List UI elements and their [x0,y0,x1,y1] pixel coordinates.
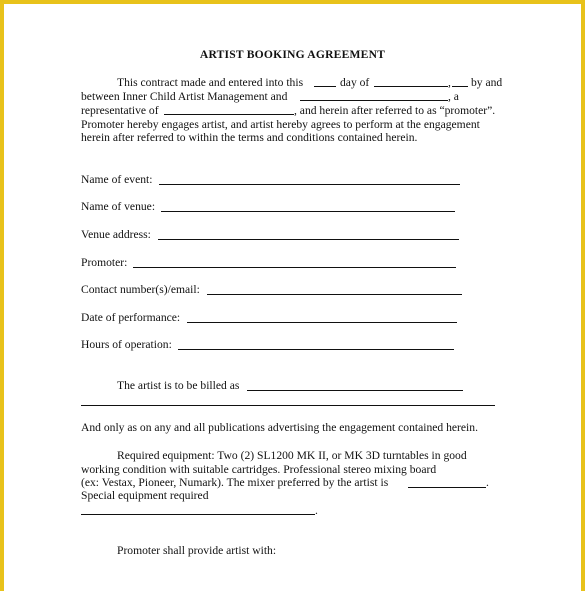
equipment-text: Required equipment: Two (2) SL1200 MK II, or MK 3D turntables in good [117,449,467,462]
year-blank[interactable] [452,86,468,87]
field-label-venue-address: Venue address: [81,228,151,241]
preferred-mixer-field[interactable] [408,487,486,488]
intro-text: , a [448,90,459,103]
intro-text: , and herein after referred to as “promoter”. [294,104,496,117]
intro-text: by and [471,76,503,89]
day-blank[interactable] [314,86,336,87]
intro-text: between Inner Child Artist Management and [81,90,288,103]
intro-text: herein after referred to within the terms and conditions contained herein. [81,131,418,144]
name-of-event-field[interactable] [159,184,460,185]
name-of-venue-field[interactable] [161,211,455,212]
field-label-promoter: Promoter: [81,256,128,269]
representative-blank[interactable] [164,114,294,115]
document-page [4,4,581,591]
intro-text: This contract made and entered into this [117,76,304,89]
billed-as-label: The artist is to be billed as [117,379,240,392]
intro-text: representative of [81,104,159,117]
hours-of-operation-field[interactable] [178,349,454,350]
field-label-name-of-event: Name of event: [81,173,153,186]
equipment-text: . [315,504,318,517]
equipment-text: . [486,476,489,489]
field-label-contact: Contact number(s)/email: [81,283,200,296]
field-label-name-of-venue: Name of venue: [81,200,156,213]
publications-text: And only as on any and all publications advertising the engagement contained herein. [81,421,478,434]
equipment-text: Special equipment required [81,489,209,502]
field-label-hours-of-operation: Hours of operation: [81,338,172,351]
intro-text: , [448,76,451,89]
document-title: ARTIST BOOKING AGREEMENT [199,48,386,61]
intro-text: Promoter hereby engages artist, and artist hereby agrees to perform at the engagement [81,118,480,131]
billed-as-field-continuation[interactable] [81,405,495,406]
equipment-text: (ex: Vestax, Pioneer, Numark). The mixer preferred by the artist is [81,476,389,489]
field-label-date-of-performance: Date of performance: [81,311,181,324]
intro-text: day of [340,76,370,89]
billed-as-field[interactable] [247,390,463,391]
date-of-performance-field[interactable] [187,322,457,323]
promoter-field[interactable] [133,267,456,268]
artist-name-blank[interactable] [300,100,448,101]
equipment-text: working condition with suitable cartridges. Professional stereo mixing board [81,463,437,476]
special-equipment-field[interactable] [81,514,315,515]
provide-text: Promoter shall provide artist with: [117,544,277,557]
venue-address-field[interactable] [158,239,459,240]
month-blank[interactable] [374,86,448,87]
contact-field[interactable] [207,294,462,295]
